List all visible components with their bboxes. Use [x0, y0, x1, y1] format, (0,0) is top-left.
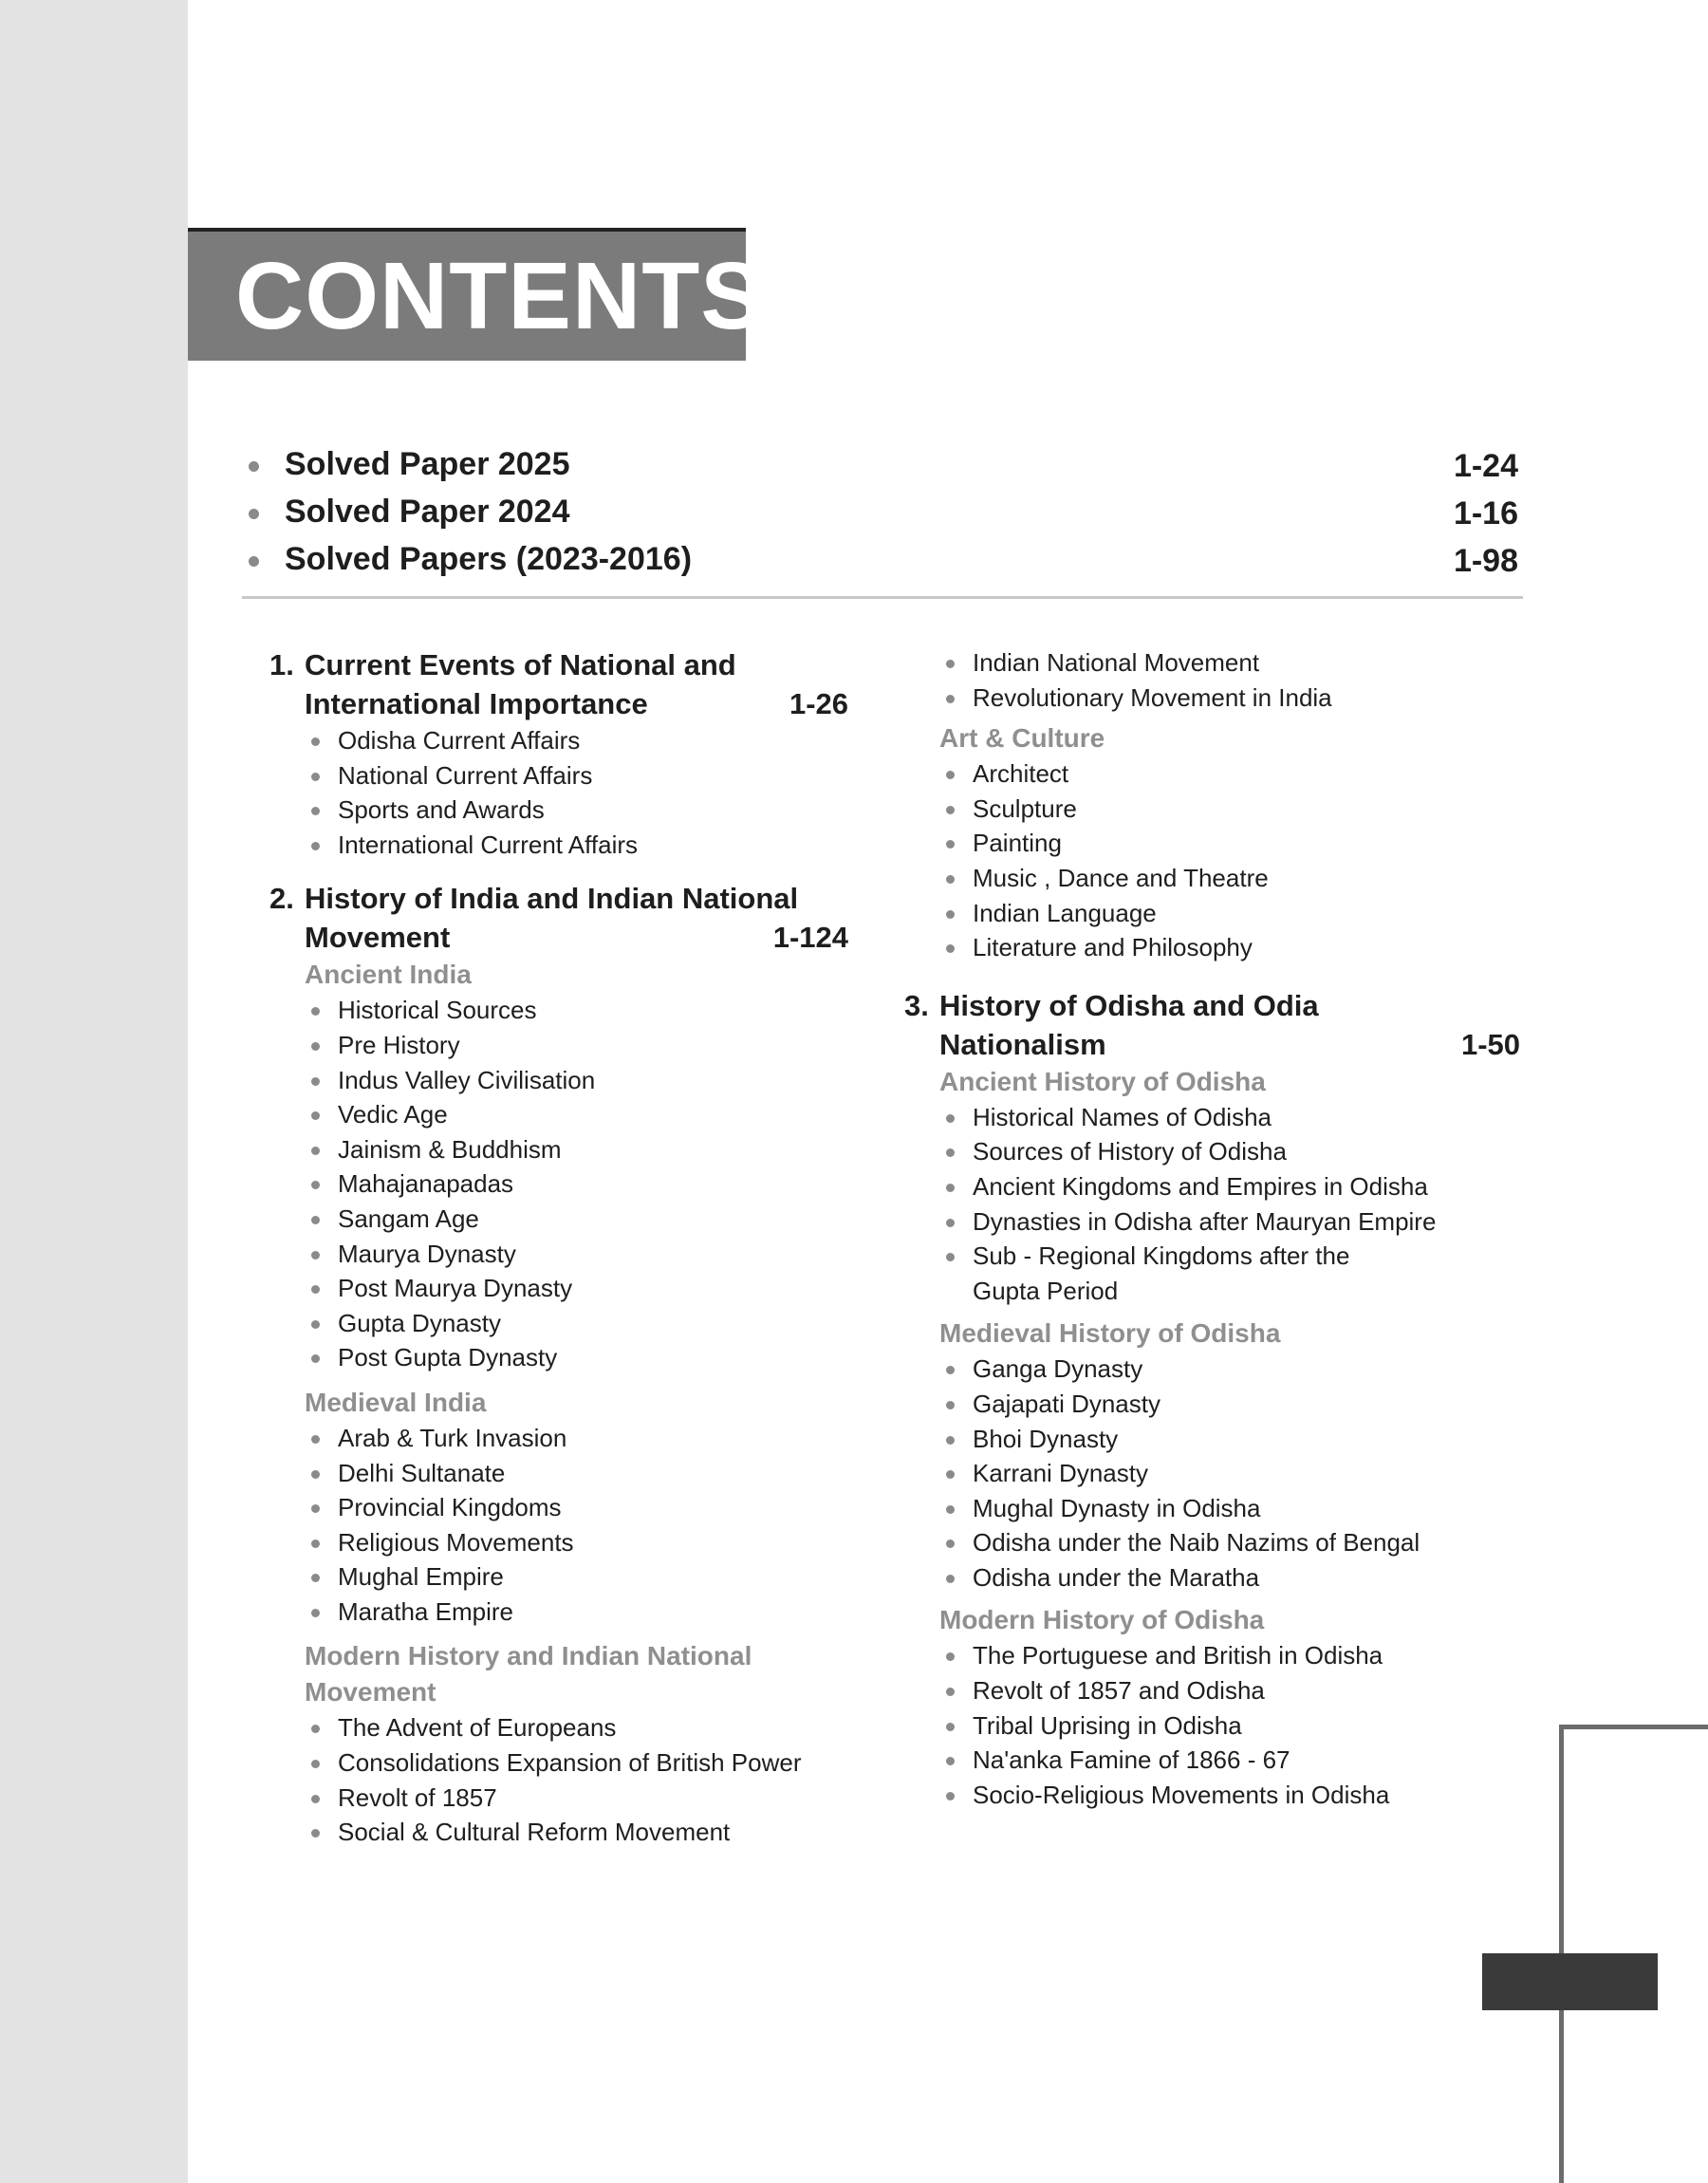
- list-item-label: Maurya Dynasty: [338, 1239, 516, 1268]
- list-item[interactable]: [904, 826, 1520, 861]
- chapter-heading-2[interactable]: [269, 879, 848, 957]
- list-item[interactable]: [904, 930, 1520, 965]
- list-item[interactable]: [269, 1559, 848, 1595]
- list-item[interactable]: [269, 723, 848, 758]
- list-item-label: Maratha Empire: [338, 1596, 513, 1626]
- list-item-label: Vedic Age: [338, 1100, 448, 1129]
- list-item-label: Mughal Dynasty in Odisha: [973, 1493, 1261, 1522]
- list-item-label: Gupta Dynasty: [338, 1308, 501, 1337]
- list-item[interactable]: [269, 1028, 848, 1063]
- list-item-label: Historical Sources: [338, 996, 537, 1025]
- list-item-label: Architect: [973, 759, 1069, 789]
- topic-list: [904, 1352, 1520, 1595]
- list-item[interactable]: [904, 896, 1520, 931]
- chapter-title-line2-text: Movement: [305, 921, 451, 955]
- list-item[interactable]: [904, 1422, 1520, 1457]
- topic-list: [269, 1421, 848, 1630]
- bullet-icon: [311, 1216, 320, 1224]
- list-item-label: Mahajanapadas: [338, 1169, 514, 1199]
- chapter-title-line2: [904, 1025, 1520, 1064]
- list-item[interactable]: [269, 828, 848, 863]
- list-item[interactable]: [904, 756, 1520, 792]
- page-number-tab: [1482, 1953, 1658, 2010]
- bullet-icon: [311, 1042, 320, 1051]
- list-item-label: Post Gupta Dynasty: [338, 1343, 558, 1372]
- bullet-icon: [946, 771, 955, 779]
- bullet-icon: [311, 1539, 320, 1548]
- section-heading: Ancient History of Odisha: [939, 1066, 1266, 1096]
- list-item-label: Gajapati Dynasty: [973, 1389, 1160, 1418]
- bullet-icon: [946, 944, 955, 953]
- bullet-icon: [311, 1435, 320, 1444]
- bullet-icon: [311, 1251, 320, 1259]
- list-item[interactable]: [269, 793, 848, 828]
- list-item[interactable]: [904, 1352, 1520, 1387]
- list-item[interactable]: [904, 1560, 1520, 1595]
- list-item[interactable]: [269, 1097, 848, 1132]
- chapter-number: 1.: [269, 648, 294, 681]
- bullet-icon: [946, 1366, 955, 1374]
- bullet-icon: [946, 1757, 955, 1765]
- list-item[interactable]: [904, 1673, 1520, 1708]
- bullet-icon: [311, 1077, 320, 1086]
- bullet-icon: [311, 1760, 320, 1768]
- list-item-label: Social & Cultural Reform Movement: [338, 1818, 731, 1847]
- bullet-icon: [311, 842, 320, 850]
- list-item-label: Consolidations Expansion of British Power: [338, 1748, 802, 1778]
- list-item[interactable]: [904, 1743, 1520, 1778]
- list-item[interactable]: [269, 758, 848, 793]
- list-item[interactable]: [269, 1781, 848, 1816]
- chapter-title-line2-text: Nationalism: [939, 1027, 1106, 1061]
- list-item-label: Bhoi Dynasty: [973, 1424, 1119, 1453]
- section-heading: Medieval India: [305, 1387, 487, 1417]
- list-item-label: Karrani Dynasty: [973, 1459, 1148, 1488]
- list-item-label: Socio-Religious Movements in Odisha: [973, 1780, 1390, 1809]
- bullet-icon: [311, 1829, 320, 1838]
- list-item[interactable]: [269, 1421, 848, 1456]
- list-item-label: Jainism & Buddhism: [338, 1134, 562, 1164]
- chapter-pages: 1-124: [772, 921, 848, 955]
- list-item-label: Na'anka Famine of 1866 - 67: [973, 1745, 1290, 1775]
- solved-paper-pages: 1-16: [1453, 495, 1518, 532]
- list-item[interactable]: [904, 1525, 1520, 1560]
- chapter-title-line1: History of India and Indian National: [305, 882, 799, 916]
- list-item-label: Odisha under the Naib Nazims of Bengal: [973, 1528, 1420, 1558]
- chapter-number: 2.: [269, 882, 294, 916]
- solved-paper-row[interactable]: [249, 490, 1518, 537]
- bullet-icon: [946, 806, 955, 814]
- bullet-icon: [311, 1470, 320, 1479]
- topic-list: [269, 1710, 848, 1849]
- list-item[interactable]: [904, 1134, 1520, 1169]
- bullet-icon: [946, 1114, 955, 1123]
- bullet-icon: [946, 840, 955, 849]
- left-margin-band: [0, 0, 188, 2183]
- chapter-heading-1[interactable]: [269, 645, 848, 723]
- contents-title-banner: [188, 228, 765, 361]
- list-item-label: National Current Affairs: [338, 760, 593, 790]
- list-item-label: Revolt of 1857 and Odisha: [973, 1676, 1265, 1706]
- list-item-label: Religious Movements: [338, 1527, 574, 1557]
- topic-list: [904, 756, 1520, 965]
- section-heading: Modern History of Odisha: [939, 1605, 1265, 1635]
- bullet-icon: [311, 1574, 320, 1582]
- bullet-icon: [311, 1285, 320, 1294]
- bullet-icon: [311, 737, 320, 746]
- contents-column-right: [904, 645, 1520, 1812]
- list-item[interactable]: [269, 1815, 848, 1850]
- list-item[interactable]: [904, 1638, 1520, 1673]
- list-item-label: The Portuguese and British in Odisha: [973, 1641, 1383, 1670]
- list-item-label: Dynasties in Odisha after Mauryan Empire: [973, 1206, 1437, 1236]
- solved-paper-label: Solved Paper 2024: [285, 494, 570, 530]
- list-item-label: Indian Language: [973, 898, 1157, 927]
- topic-list: [269, 993, 848, 1375]
- chapter-pages: 1-26: [789, 687, 848, 720]
- chapter-title-line1: Current Events of National and: [305, 648, 736, 681]
- bullet-icon: [946, 1539, 955, 1548]
- list-item-label: Delhi Sultanate: [338, 1458, 506, 1487]
- list-item[interactable]: [269, 1237, 848, 1272]
- list-item[interactable]: [269, 1490, 848, 1525]
- list-item[interactable]: [269, 1306, 848, 1341]
- chapter-title-line2: [269, 918, 848, 957]
- bullet-icon: [946, 1652, 955, 1661]
- section-heading: [305, 1638, 848, 1710]
- solved-paper-label: Solved Paper 2025: [285, 446, 570, 482]
- bullet-icon: [946, 1436, 955, 1445]
- list-item-label: Ancient Kingdoms and Empires in Odisha: [973, 1171, 1428, 1201]
- list-item[interactable]: [904, 1204, 1520, 1240]
- list-item-label: Revolutionary Movement in India: [973, 682, 1332, 712]
- list-item[interactable]: [904, 861, 1520, 896]
- list-item[interactable]: [269, 1132, 848, 1167]
- list-item[interactable]: [269, 1271, 848, 1306]
- list-item[interactable]: [269, 993, 848, 1028]
- list-item-label: Sculpture: [973, 793, 1077, 823]
- list-item[interactable]: [904, 1387, 1520, 1422]
- list-item[interactable]: [904, 1778, 1520, 1813]
- bullet-icon: [946, 1723, 955, 1731]
- bullet-icon: [946, 1184, 955, 1192]
- list-item-label: Literature and Philosophy: [973, 933, 1253, 962]
- solved-papers-list: [249, 442, 1518, 585]
- chapter-pages: 1-50: [1460, 1027, 1520, 1061]
- bullet-icon: [946, 910, 955, 919]
- bullet-icon: [311, 1007, 320, 1016]
- bullet-icon: [946, 1505, 955, 1514]
- list-item-label: Indus Valley Civilisation: [338, 1065, 596, 1094]
- section-heading: Ancient India: [305, 960, 472, 990]
- bullet-icon: [311, 1111, 320, 1120]
- decorative-horizontal-line: [1559, 1725, 1708, 1729]
- bullet-icon: [946, 1401, 955, 1409]
- list-item-label: The Advent of Europeans: [338, 1713, 617, 1743]
- page-title: CONTENTS: [235, 243, 765, 349]
- bullet-icon: [946, 1253, 955, 1261]
- list-item-label: Revolt of 1857: [338, 1782, 497, 1812]
- bullet-icon: [249, 461, 259, 472]
- section-heading-line1: Modern History and Indian National: [305, 1641, 752, 1671]
- bullet-icon: [946, 1688, 955, 1696]
- solved-paper-row[interactable]: [249, 442, 1518, 490]
- bullet-icon: [311, 1354, 320, 1363]
- list-item-label: Sangam Age: [338, 1203, 479, 1233]
- solved-paper-pages: 1-98: [1453, 543, 1518, 579]
- list-item[interactable]: [269, 1202, 848, 1237]
- chapter-heading-3[interactable]: [904, 986, 1520, 1064]
- bullet-icon: [946, 1575, 955, 1583]
- bullet-icon: [311, 807, 320, 815]
- list-item-label: International Current Affairs: [338, 830, 639, 859]
- list-item-label: Painting: [973, 829, 1062, 858]
- list-item[interactable]: [269, 1745, 848, 1781]
- list-item[interactable]: [269, 1063, 848, 1098]
- section-heading: Art & Culture: [939, 723, 1105, 754]
- bullet-icon: [311, 1504, 320, 1513]
- list-item-label: Pre History: [338, 1030, 460, 1059]
- list-item[interactable]: [904, 681, 1520, 716]
- list-item[interactable]: [269, 1456, 848, 1491]
- bullet-icon: [311, 773, 320, 781]
- bullet-icon: [311, 1181, 320, 1189]
- bullet-icon: [311, 1320, 320, 1329]
- bullet-icon: [249, 509, 259, 519]
- list-item-label-continued: Gupta Period: [973, 1276, 1119, 1305]
- list-item[interactable]: [904, 792, 1520, 827]
- bullet-icon: [946, 1148, 955, 1157]
- topic-list: [904, 1100, 1520, 1309]
- list-item[interactable]: [269, 1166, 848, 1202]
- solved-paper-label: Solved Papers (2023-2016): [285, 541, 693, 577]
- bullet-icon: [946, 695, 955, 703]
- chapter-title-line1: History of Odisha and Odia: [939, 988, 1319, 1022]
- list-item-label: Odisha under the Maratha: [973, 1562, 1260, 1592]
- list-item-label: Mughal Empire: [338, 1562, 504, 1592]
- list-item-label: Sub - Regional Kingdoms after the: [973, 1241, 1350, 1271]
- bullet-icon: [249, 556, 259, 567]
- list-item-label: Ganga Dynasty: [973, 1354, 1143, 1384]
- bullet-icon: [946, 1792, 955, 1801]
- list-item[interactable]: [904, 645, 1520, 681]
- bullet-icon: [946, 660, 955, 668]
- list-item[interactable]: [269, 1525, 848, 1560]
- bullet-icon: [946, 875, 955, 884]
- bullet-icon: [311, 1795, 320, 1803]
- solved-paper-pages: 1-24: [1453, 448, 1518, 484]
- list-item[interactable]: [269, 1710, 848, 1745]
- solved-paper-row[interactable]: [249, 537, 1518, 585]
- list-item-label: Music , Dance and Theatre: [973, 863, 1269, 892]
- bullet-icon: [311, 1725, 320, 1733]
- topic-list: [904, 645, 1520, 715]
- list-item[interactable]: [904, 1239, 1520, 1308]
- list-item-label: Sports and Awards: [338, 795, 545, 825]
- list-item[interactable]: [269, 1595, 848, 1630]
- topic-list: [269, 723, 848, 862]
- list-item-label: Odisha Current Affairs: [338, 726, 581, 755]
- list-item-label: Sources of History of Odisha: [973, 1137, 1287, 1166]
- list-item[interactable]: [904, 1456, 1520, 1491]
- list-item-label: Arab & Turk Invasion: [338, 1423, 567, 1452]
- chapter-title-line2-text: International Importance: [305, 687, 648, 720]
- chapter-title-line2: [269, 684, 848, 723]
- list-item-label: Historical Names of Odisha: [973, 1102, 1272, 1131]
- list-item[interactable]: [904, 1100, 1520, 1135]
- list-item-label: Tribal Uprising in Odisha: [973, 1710, 1242, 1740]
- bullet-icon: [311, 1609, 320, 1617]
- list-item-label: Provincial Kingdoms: [338, 1493, 562, 1522]
- list-item[interactable]: [269, 1340, 848, 1375]
- contents-column-left: [269, 645, 848, 1850]
- list-item-label: Post Maurya Dynasty: [338, 1274, 573, 1303]
- section-heading: Medieval History of Odisha: [939, 1318, 1281, 1349]
- section-heading-line2: Movement: [305, 1677, 436, 1707]
- list-item[interactable]: [904, 1169, 1520, 1204]
- list-item[interactable]: [904, 1491, 1520, 1526]
- list-item[interactable]: [904, 1708, 1520, 1744]
- bullet-icon: [946, 1470, 955, 1479]
- list-item-label: Indian National Movement: [973, 648, 1260, 677]
- bullet-icon: [311, 1147, 320, 1155]
- topic-list: [904, 1638, 1520, 1812]
- divider: [242, 596, 1523, 599]
- bullet-icon: [946, 1219, 955, 1227]
- chapter-number: 3.: [904, 988, 929, 1022]
